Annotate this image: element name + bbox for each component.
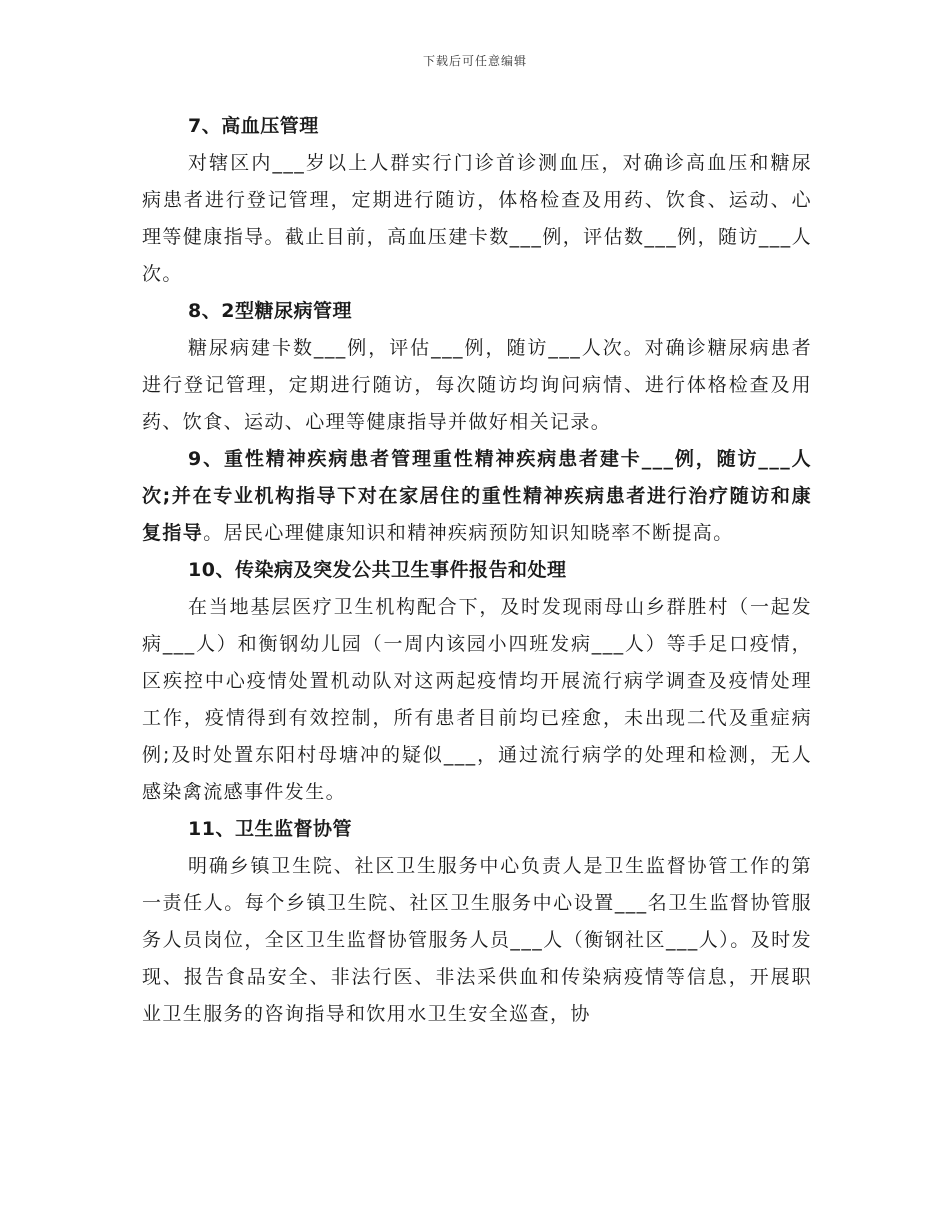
section-8-heading: 8、2型糖尿病管理 [188,300,352,322]
section-7-heading: 7、高血压管理 [188,115,319,137]
section-8-body: 糖尿病建卡数___例，评估___例，随访___人次。对确诊糖尿病患者进行登记管理，定期进行随访，每次随访均询问病情、进行体格检查及用药、饮食、运动、心理等健康指导并做好相关记录。 [142,337,812,433]
section-7-body: 对辖区内___岁以上人群实行门诊首诊测血压，对确诊高血压和糖尿病患者进行登记管理，定期进行随访，体格检查及用药、饮食、运动、心理等健康指导。截止目前，高血压建卡数___例，评估数___例，随访___人次。 [142,152,812,285]
section-10-body: 在当地基层医疗卫生机构配合下，及时发现雨母山乡群胜村（一起发病___人）和衡钢幼儿园（一周内该园小四班发病___人）等手足口疫情，区疾控中心疫情处置机动队对这两起疫情均开展流行病学调查及疫情处理工作，疫情得到有效控制，所有患者目前均已痊愈，未出现二代及重症病例;及时处置东阳村母塘冲的疑似___，通过流行病学的处理和检测，无人感染禽流感事件发生。 [142,596,812,803]
section-9-normal-text: 。居民心理健康知识和精神疾病预防知识知晓率不断提高。 [203,522,734,544]
section-10-heading: 10、传染病及突发公共卫生事件报告和处理 [188,559,567,581]
header-note: 下载后可任意编辑 [422,54,527,68]
document-body [142,108,812,1033]
section-9-bold-text: 9、重性精神疾病患者管理重性精神疾病患者建卡___例，随访___人次;并在专业机构指导下对在家居住的重性精神疾病患者进行治疗随访和康复指导 [142,448,812,544]
section-9-paragraph [142,441,812,552]
section-11-heading: 11、卫生监督协管 [188,818,352,840]
section-11-body: 明确乡镇卫生院、社区卫生服务中心负责人是卫生监督协管工作的第一责任人。每个乡镇卫生院、社区卫生服务中心设置___名卫生监督协管服务人员岗位，全区卫生监督协管服务人员___人（衡钢社区___人）。及时发现、报告食品安全、非法行医、非法采供血和传染病疫情等信息，开展职业卫生服务的咨询指导和饮用水卫生安全巡查，协 [142,855,812,1025]
